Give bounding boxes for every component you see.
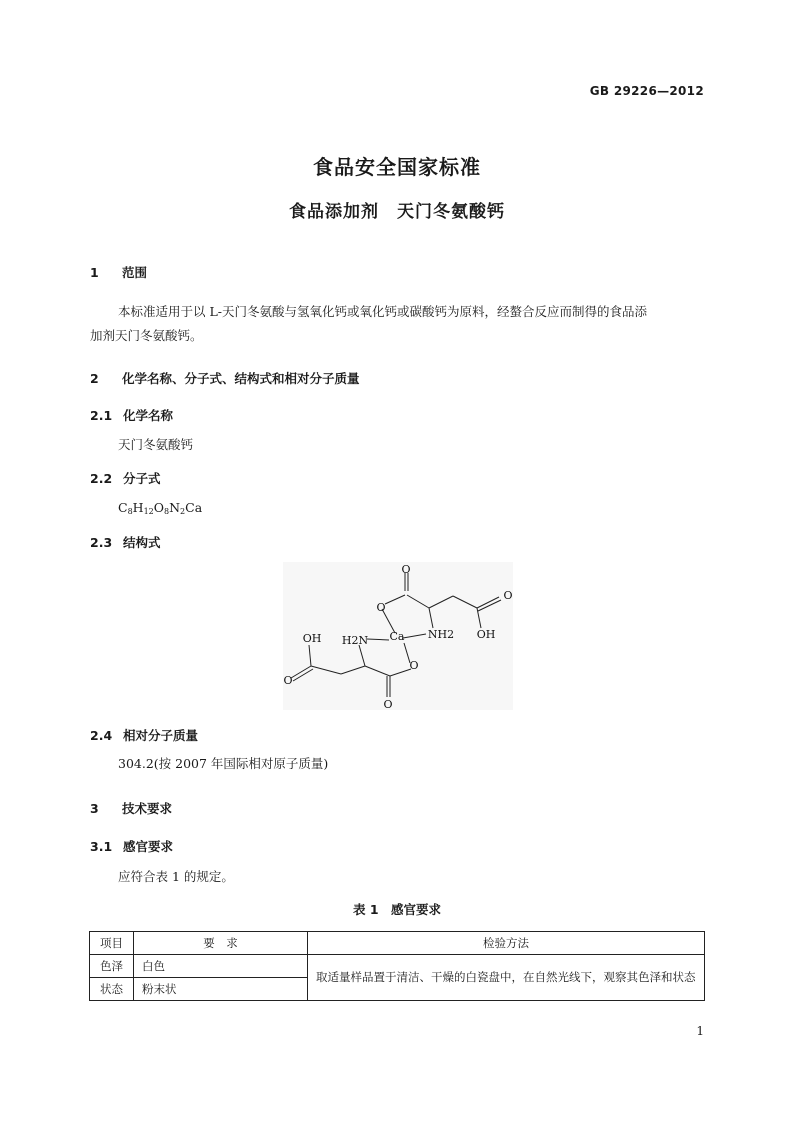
atom-o-top: O <box>401 563 411 576</box>
section-title: 化学名称 <box>123 408 174 423</box>
section-title: 感官要求 <box>123 839 174 854</box>
table-row <box>90 955 705 978</box>
section-title: 技术要求 <box>122 801 173 816</box>
section-3-1-heading <box>90 837 173 855</box>
molecular-formula: $C_8H_{12}O_8N_2Ca$ <box>118 500 203 516</box>
section-number: 2 <box>90 371 99 386</box>
document-title: 食品安全国家标准 <box>313 155 481 179</box>
atom-oh-right: OH <box>476 628 496 641</box>
atom-oh-left: OH <box>302 632 322 645</box>
header-test-method: 检验方法 <box>308 932 705 955</box>
standard-code: GB 29226—2012 <box>589 84 704 98</box>
atom-o-left-acid: O <box>283 674 293 687</box>
section-1-body-line-1: 本标准适用于以 L-天门冬氨酸与氢氧化钙或氧化钙或碳酸钙为原料，经螯合反应而制得的食品添 <box>118 304 647 319</box>
section-2-2-heading <box>90 469 161 487</box>
atom-nh2-right: NH2 <box>427 628 455 641</box>
atom-o-right-ring: O <box>409 659 419 672</box>
sensory-requirements-table <box>89 931 705 1001</box>
section-1-heading <box>90 263 147 281</box>
section-2-3-heading <box>90 533 161 551</box>
row-item: 色泽 <box>90 955 134 978</box>
section-title: 相对分子质量 <box>123 728 199 743</box>
section-number: 2.2 <box>90 471 113 486</box>
section-number: 3.1 <box>90 839 113 854</box>
row-requirement: 粉末状 <box>134 978 308 1001</box>
atom-o-left-ring: O <box>376 601 386 614</box>
row-item: 状态 <box>90 978 134 1001</box>
atom-o-bottom: O <box>383 698 393 710</box>
section-number: 3 <box>90 801 99 816</box>
section-3-1-body: 应符合表 1 的规定。 <box>118 869 234 884</box>
section-2-4-heading <box>90 726 198 744</box>
molecular-mass: 304.2(按 2007 年国际相对原子质量) <box>118 756 329 771</box>
section-3-heading <box>90 799 172 817</box>
section-number: 2.4 <box>90 728 113 743</box>
table-1-caption: 表 1 感官要求 <box>352 902 442 917</box>
section-title: 范围 <box>122 265 148 280</box>
section-2-1-heading <box>90 406 173 424</box>
section-number: 2.3 <box>90 535 113 550</box>
document-subtitle: 食品添加剂 天门冬氨酸钙 <box>289 202 505 222</box>
structural-formula <box>283 562 513 710</box>
header-requirement: 要 求 <box>134 932 308 955</box>
header-item: 项目 <box>90 932 134 955</box>
section-title: 结构式 <box>123 535 161 550</box>
section-2-heading <box>90 369 360 387</box>
atom-o-right-acid: O <box>503 589 513 602</box>
atom-ca-center: Ca <box>389 630 405 643</box>
test-method: 取适量样品置于清洁、干燥的白瓷盘中，在自然光线下，观察其色泽和状态 <box>308 955 705 1001</box>
table-header-row <box>90 932 705 955</box>
atom-h2n-left: H2N <box>341 634 369 647</box>
section-title: 化学名称、分子式、结构式和相对分子质量 <box>122 371 360 386</box>
section-number: 2.1 <box>90 408 113 423</box>
row-requirement: 白色 <box>134 955 308 978</box>
section-title: 分子式 <box>123 471 161 486</box>
section-1-body-line-2: 加剂天门冬氨酸钙。 <box>90 328 203 343</box>
page-number: 1 <box>696 1024 704 1038</box>
section-number: 1 <box>90 265 99 280</box>
chemical-name: 天门冬氨酸钙 <box>118 437 194 452</box>
